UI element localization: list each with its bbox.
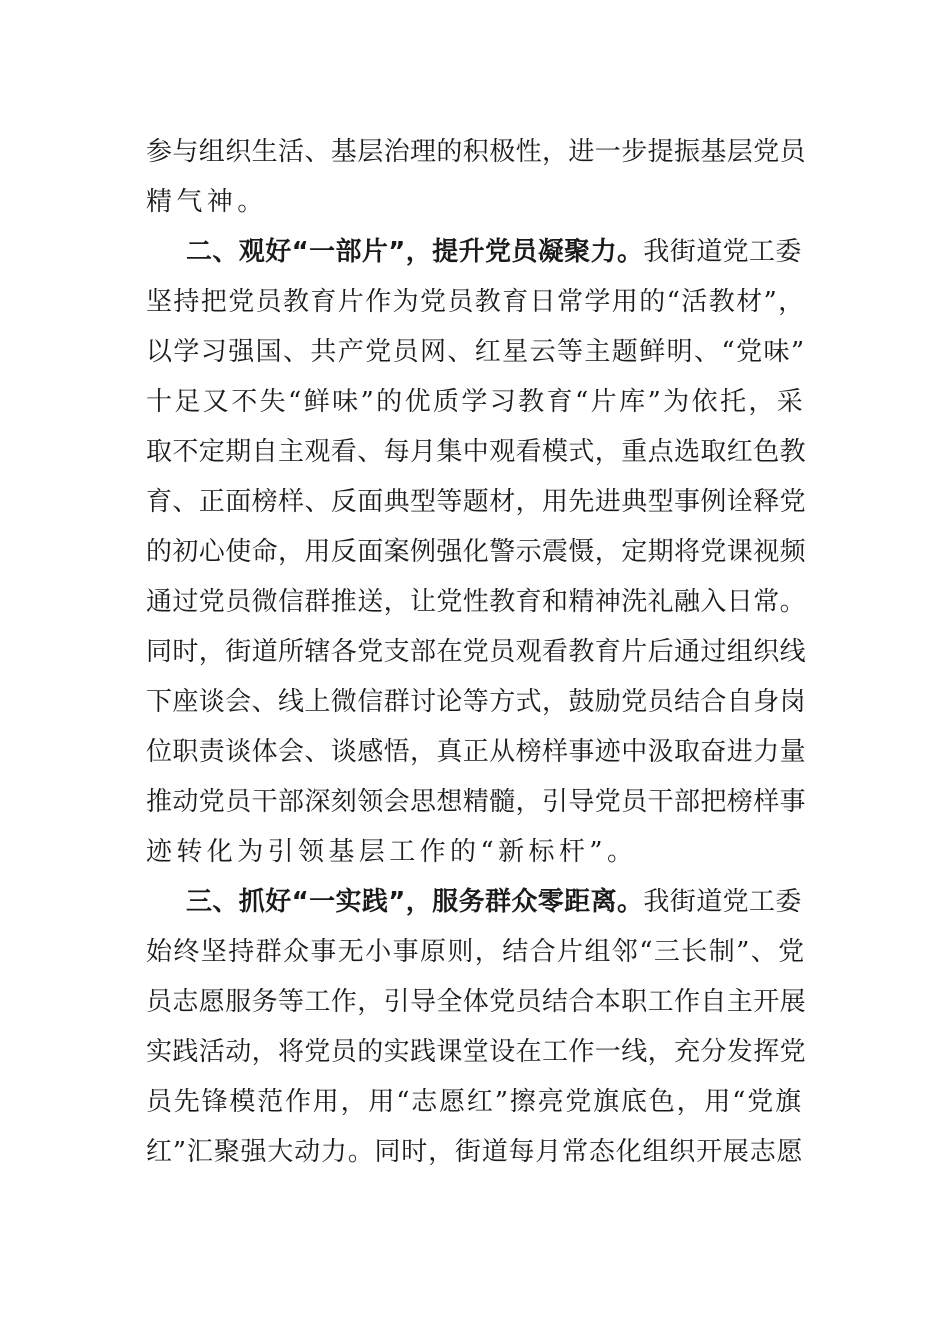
paragraph-3-line: 始终坚持群众事无小事原则，结合片组邻“三长制”、党 xyxy=(146,937,806,967)
section-3-heading: 三、抓好“一实践”，服务群众零距离。 xyxy=(186,887,644,917)
paragraph-2-line: 推动党员干部深刻领会思想精髓，引导党员干部把榜样事 xyxy=(146,787,807,817)
paragraph-2-line: 坚持把党员教育片作为党员教育日常学用的“活教材”， xyxy=(146,287,806,317)
paragraph-2-line: 以学习强国、共产党员网、红星云等主题鲜明、“党味” xyxy=(146,337,806,367)
paragraph-2-line: 育、正面榜样、反面典型等题材，用先进典型事例诠释党 xyxy=(146,487,807,517)
section-2-heading: 二、观好“一部片”，提升党员凝聚力。 xyxy=(186,237,644,267)
paragraph-2-line: 迹转化为引领基层工作的“新标杆”。 xyxy=(146,837,638,867)
paragraph-3-line: 红”汇聚强大动力。同时，街道每月常态化组织开展志愿 xyxy=(146,1137,804,1167)
paragraph-3-first-line xyxy=(186,882,802,922)
paragraph-2-line: 下座谈会、线上微信群讨论等方式，鼓励党员结合自身岗 xyxy=(146,687,807,717)
paragraph-2-line: 同时，街道所辖各党支部在党员观看教育片后通过组织线 xyxy=(146,637,807,667)
paragraph-3-line: 实践活动，将党员的实践课堂设在工作一线，充分发挥党 xyxy=(146,1037,807,1067)
paragraph-2-first-line-rest: 我街道党工委 xyxy=(643,237,802,267)
paragraph-2-line: 十足又不失“鲜味”的优质学习教育“片库”为依托，采 xyxy=(146,387,806,417)
paragraph-1-line-1: 参与组织生活、基层治理的积极性，进一步提振基层党员 xyxy=(146,137,807,167)
paragraph-1-line-2: 精气神。 xyxy=(146,187,268,217)
paragraph-3-first-line-rest: 我街道党工委 xyxy=(643,887,802,917)
paragraph-3-line: 员志愿服务等工作，引导全体党员结合本职工作自主开展 xyxy=(146,987,807,1017)
paragraph-2-line: 位职责谈体会、谈感悟，真正从榜样事迹中汲取奋进力量 xyxy=(146,737,807,767)
paragraph-3-line: 员先锋模范作用，用“志愿红”擦亮党旗底色，用“党旗 xyxy=(146,1087,803,1117)
paragraph-2-line: 通过党员微信群推送，让党性教育和精神洗礼融入日常。 xyxy=(146,587,807,617)
paragraph-2-first-line xyxy=(186,232,802,272)
paragraph-2-line: 取不定期自主观看、每月集中观看模式，重点选取红色教 xyxy=(146,437,807,467)
paragraph-2-line: 的初心使命，用反面案例强化警示震慑，定期将党课视频 xyxy=(146,537,807,567)
